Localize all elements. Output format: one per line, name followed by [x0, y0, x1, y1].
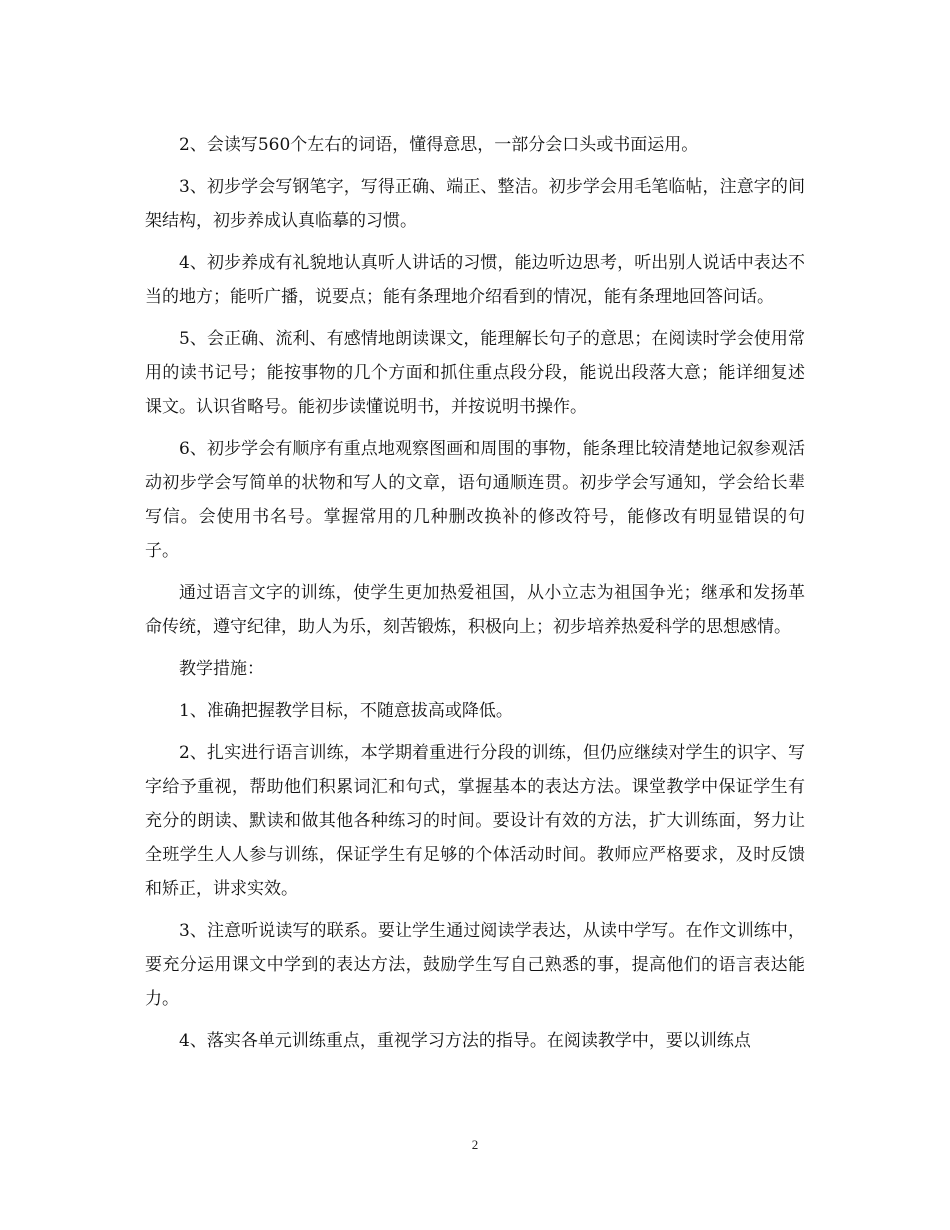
paragraph: 4、落实各单元训练重点，重视学习方法的指导。在阅读教学中，要以训练点 [179, 1031, 751, 1051]
paragraph: 1、准确把握教学目标，不随意拔高或降低。 [179, 701, 513, 721]
paragraph: 通过语言文字的训练，使学生更加热爱祖国，从小立志为祖国争光；继承和发扬革命传统，遵守纪律，助人为乐，刻苦锻炼，积极向上；初步培养热爱科学的思想感情。 [145, 583, 805, 637]
paragraph: 4、初步养成有礼貌地认真听人讲话的习惯，能边听边思考，听出别人说话中表达不当的地方；能听广播，说要点；能有条理地介绍看到的情况，能有条理地回答问话。 [145, 253, 805, 307]
paragraph: 2、扎实进行语言训练，本学期着重进行分段的训练，但仍应继续对学生的识字、写字给予重视，帮助他们积累词汇和句式，掌握基本的表达方法。课堂教学中保证学生有充分的朗读、默读和做其他各种练习的时间。要设计有效的方法，扩大训练面，努力让全班学生人人参与训练，保证学生有足够的个体活动时间。教师应严格要求，及时反馈和矫正，讲求实效。 [145, 743, 805, 899]
paragraph: 5、会正确、流利、有感情地朗读课文，能理解长句子的意思；在阅读时学会使用常用的读书记号；能按事物的几个方面和抓住重点段分段，能说出段落大意；能详细复述课文。认识省略号。能初步读懂说明书，并按说明书操作。 [145, 329, 805, 417]
page-number: 2 [471, 1137, 479, 1152]
paragraph: 2、会读写560个左右的词语，懂得意思，一部分会口头或书面运用。 [179, 135, 699, 155]
document-body [145, 128, 805, 1066]
section-heading: 教学措施： [179, 659, 264, 679]
paragraph: 3、初步学会写钢笔字，写得正确、端正、整洁。初步学会用毛笔临帖，注意字的间架结构，初步养成认真临摹的习惯。 [145, 177, 805, 231]
paragraph: 6、初步学会有顺序有重点地观察图画和周围的事物，能条理比较清楚地记叙参观活动初步学会写简单的状物和写人的文章，语句通顺连贯。初步学会写通知，学会给长辈写信。会使用书名号。掌握常用的几种删改换补的修改符号，能修改有明显错误的句子。 [145, 439, 805, 561]
paragraph: 3、注意听说读写的联系。要让学生通过阅读学表达，从读中学写。在作文训练中，要充分运用课文中学到的表达方法，鼓励学生写自己熟悉的事，提高他们的语言表达能力。 [145, 921, 805, 1009]
